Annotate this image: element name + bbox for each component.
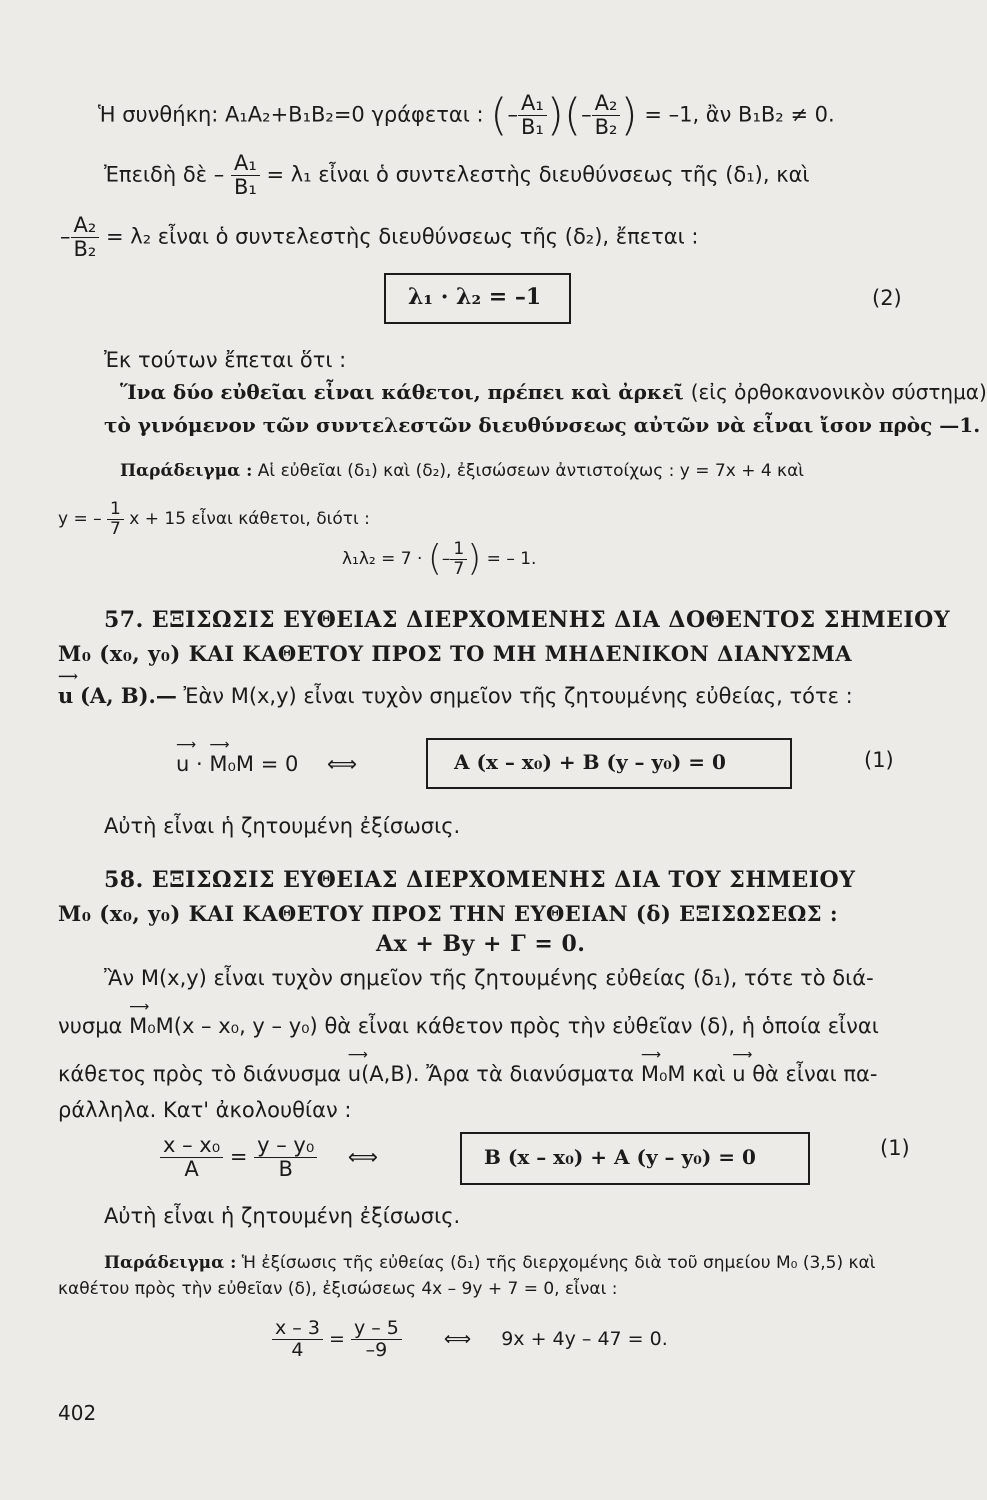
example-2-line-1: Παράδειγμα : Ἡ ἐξίσωσις τῆς εὐθείας (δ₁) τῆς διερχομένης διὰ τοῦ σημείου M₀ (3,5) καὶ xyxy=(104,1253,876,1273)
fraction-y-minus-5: $\frac{y - 5}{-9}$ xyxy=(351,1318,402,1361)
equation-tag-2: (2) xyxy=(872,286,902,310)
section-58-paragraph-line-3: κάθετος πρὸς τὸ διάνυσμα ⟶ u(A,B). Ἄρα τὰ διανύσματα ⟶ M₀M καὶ ⟶ u θὰ εἶναι πα- xyxy=(58,1062,877,1086)
fraction-a1-b1: $\frac{\text{A₁}}{\text{B₁}}$ xyxy=(518,92,547,139)
example-2-label: Παράδειγμα : xyxy=(104,1253,237,1273)
section-58-equation-box xyxy=(460,1132,810,1185)
section-57-equation-box xyxy=(426,738,792,789)
slope-product-formula: λ₁ · λ₂ = –1 xyxy=(408,284,542,310)
section-58-heading-line-1: 58. ΕΞΙΣΩΣΙΣ ΕΥΘΕΙΑΣ ΔΙΕΡΧΟΜΕΝΗΣ ΔΙΑ ΤΟΥ ΣΗΜΕΙΟΥ xyxy=(104,867,856,893)
fraction-a2-b2-slope: $\frac{\text{A₂}}{\text{B₂}}$ xyxy=(71,214,100,261)
section-58-paragraph-line-1: Ἂν M(x,y) εἶναι τυχὸν σημεῖον τῆς ζητουμένης εὐθείας (δ₁), τότε τὸ διά- xyxy=(104,966,874,990)
section-58-paragraph-line-4: ράλληλα. Κατ' ἀκολουθίαν : xyxy=(58,1098,352,1122)
slope-product-box xyxy=(384,273,571,324)
example-1-line-1: Παράδειγμα : Αἱ εὐθεῖαι (δ₁) καὶ (δ₂), ἐξισώσεων ἀντιστοίχως : y = 7x + 4 καὶ xyxy=(120,461,805,481)
fraction-x-minus-3: $\frac{x - 3}{4}$ xyxy=(272,1318,323,1361)
section-57-conclusion: Αὐτὴ εἶναι ἡ ζητουμένη ἐξίσωσις. xyxy=(104,814,461,838)
fraction-a2-b2: $\frac{\text{A₂}}{\text{B₂}}$ xyxy=(592,92,621,139)
fraction-one-seventh: $\frac{1}{7}$ xyxy=(107,500,124,538)
section-57-heading-line-2: M₀ (x₀, y₀) ΚΑΙ ΚΑΘΕΤΟΥ ΠΡΟΣ ΤΟ ΜΗ ΜΗΔΕΝΙΚΟΝ ΔΙΑΝΥΣΜΑ xyxy=(58,641,853,666)
consequence-intro: Ἐκ τούτων ἔπεται ὅτι : xyxy=(104,348,347,372)
section-58-heading-line-3: Ax + By + Γ = 0. xyxy=(376,931,586,957)
example-2-line-2: καθέτου πρὸς τὴν εὐθεῖαν (δ), ἐξισώσεως 4x – 9y + 7 = 0, εἶναι : xyxy=(58,1279,618,1299)
section-57-equation: A (x – x₀) + B (y – y₀) = 0 xyxy=(454,750,726,774)
example-1-calculation: λ₁λ₂ = 7 · (– $\frac{1}{7}$ ) = – 1. xyxy=(342,538,537,580)
section-57-heading-line-1: 57. ΕΞΙΣΩΣΙΣ ΕΥΘΕΙΑΣ ΔΙΕΡΧΟΜΕΝΗΣ ΔΙΑ ΔΟΘΕΝΤΟΣ ΣΗΜΕΙΟΥ xyxy=(104,607,951,633)
fraction-x-over-a: $\frac{\text{x – x₀}}{A}$ xyxy=(160,1134,223,1181)
rule-line-2: τὸ γινόμενον τῶν συντελεστῶν διευθύνσεως αὐτῶν νὰ εἶναι ἴσον πρὸς —1. xyxy=(104,413,981,437)
section-58-ratio-equation: $\frac{\text{x – x₀}}{A}$ = $\frac{\text{y – y₀}}{B}$ ⟺ xyxy=(160,1134,378,1181)
section-58-equation: B (x – x₀) + A (y – y₀) = 0 xyxy=(484,1145,756,1169)
section-58-heading-line-2: M₀ (x₀, y₀) ΚΑΙ ΚΑΘΕΤΟΥ ΠΡΟΣ ΤΗΝ ΕΥΘΕΙΑΝ (δ) ΕΞΙΣΩΣΕΩΣ : xyxy=(58,901,839,926)
section-57-line-3: ⟶ u (A, B).— Ἐὰν M(x,y) εἶναι τυχὸν σημεῖον τῆς ζητουμένης εὐθείας, τότε : xyxy=(58,684,853,708)
condition-line: Ἡ συνθήκη: A₁A₂+B₁B₂=0 γράφεται : (– $\frac{\text{A₁}}{\text{B₁}}$ )(– $\frac{\text{A₂}}{\text{B₂}}$ ) = –1, ἂν B₁B₂ ≠ 0. xyxy=(98,89,835,141)
slope-line-2: – $\frac{\text{A₂}}{\text{B₂}}$ = λ₂ εἶναι ὁ συντελεστὴς διευθύνσεως τῆς (δ₂), ἔπεται : xyxy=(60,213,699,262)
condition-text: Ἡ συνθήκη: A₁A₂+B₁B₂=0 γράφεται : xyxy=(98,102,484,127)
example-1-label: Παράδειγμα : xyxy=(120,461,253,481)
section-57-vector-equation: ⟶ u · ⟶ M₀M = 0 ⟺ xyxy=(176,752,357,776)
rule-line-1: Ἵνα δύο εὐθεῖαι εἶναι κάθετοι, πρέπει καὶ ἀρκεῖ (εἰς ὀρθοκανονικὸν σύστημα) xyxy=(120,380,987,404)
equation-tag-1a: (1) xyxy=(864,748,894,772)
example-1-line-2: y = – $\frac{1}{7}$ x + 15 εἶναι κάθετοι, διότι : xyxy=(58,499,370,539)
page-number: 402 xyxy=(58,1401,97,1425)
example-2-equation: $\frac{x - 3}{4}$ = $\frac{y - 5}{-9}$ ⟺ 9x + 4y – 47 = 0. xyxy=(272,1318,668,1361)
section-58-paragraph-line-2: νυσμα ⟶ M₀M(x – x₀, y – y₀) θὰ εἶναι κάθετον πρὸς τὴν εὐθεῖαν (δ), ἡ ὁποία εἶναι xyxy=(58,1014,879,1038)
fraction-y-over-b: $\frac{\text{y – y₀}}{B}$ xyxy=(254,1134,317,1181)
section-58-conclusion: Αὐτὴ εἶναι ἡ ζητουμένη ἐξίσωσις. xyxy=(104,1204,461,1228)
fraction-a1-b1-slope: $\frac{\text{A₁}}{\text{B₁}}$ xyxy=(231,152,260,199)
vector-u: ⟶ u xyxy=(58,684,73,708)
equation-tag-1b: (1) xyxy=(880,1136,910,1160)
condition-tail: = –1, ἂν B₁B₂ ≠ 0. xyxy=(644,102,835,127)
fraction-one-seventh-calc: $\frac{1}{7}$ xyxy=(450,540,467,578)
slope-line-1: Ἐπειδὴ δὲ – $\frac{\text{A₁}}{\text{B₁}}$ = λ₁ εἶναι ὁ συντελεστὴς διευθύνσεως τῆς (δ₁), καὶ xyxy=(104,151,810,200)
